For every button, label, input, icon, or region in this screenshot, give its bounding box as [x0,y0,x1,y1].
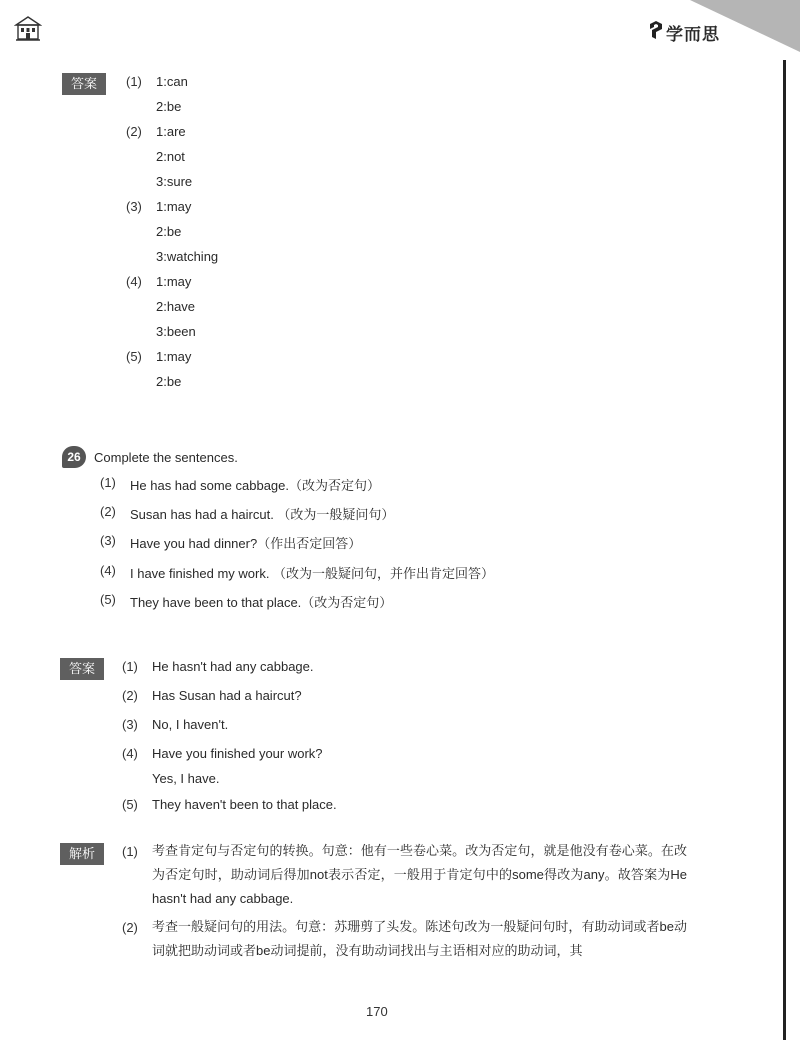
page-edge-shadow [783,60,786,1040]
answer1-item: 2:not [156,149,185,164]
answer1-item: 1:may [156,274,192,289]
page-number: 170 [366,1004,388,1019]
answer1-item: 2:be [156,224,182,239]
answer1-num-3: (3) [126,199,142,214]
answer1-item: 3:watching [156,249,219,264]
answer-tag: 答案 [60,658,104,680]
analysis-paragraph: 考查肯定句与否定句的转换。句意：他有一些卷心菜。改为否定句，就是他没有卷心菜。在改为否定句时，助动词后得加not表示否定，一般用于肯定句中的some得改为any。故答案为He hasn't had any cabbage. [152,843,687,906]
school-building-icon [14,16,42,42]
question-num: (5) [100,592,116,607]
answer2-num: (3) [122,717,138,732]
answer2-num: (5) [122,797,138,812]
question-num: (1) [100,475,116,490]
answer2-text-second-line: Yes, I have. [152,771,220,786]
answer2-num: (2) [122,688,138,703]
answer2-text: Have you finished your work? [152,746,323,761]
answer2-num: (1) [122,659,138,674]
question-text: They have been to that place.（改为否定句） [130,595,393,610]
answer2-text: They haven't been to that place. [152,797,337,812]
answer2-text: Has Susan had a haircut? [152,688,302,703]
brand-logo-mark [648,20,664,40]
question-text: Susan has had a haircut. （改为一般疑问句） [130,507,395,522]
answer1-num-5: (5) [126,349,142,364]
question-text: I have finished my work. （改为一般疑问句，并作出肯定回答） [130,566,495,581]
answer1-num-2: (2) [126,124,142,139]
answer-tag: 答案 [62,73,106,95]
question-title: Complete the sentences. [94,450,238,465]
answer1-item: 1:may [156,199,192,214]
answer1-num-1: (1) [126,74,142,89]
answer1-item: 3:been [156,324,196,339]
analysis-num: (1) [122,844,138,859]
answer1-item: 1:are [156,124,186,139]
answer2-num: (4) [122,746,138,761]
answer1-item: 2:be [156,99,182,114]
answer1-item: 3:sure [156,174,193,189]
question-number-badge: 26 [62,446,86,468]
answer1-item: 2:have [156,299,196,314]
question-text: He has had some cabbage.（改为否定句） [130,478,380,493]
analysis-paragraph: 考查一般疑问句的用法。句意：苏珊剪了头发。陈述句改为一般疑问句时，有助动词或者be动词就把助动词或者be动词提前，没有助动词找出与主语相对应的助动词，其 [152,919,687,958]
analysis-num: (2) [122,920,138,935]
answer2-text: He hasn't had any cabbage. [152,659,314,674]
question-num: (4) [100,563,116,578]
question-num: (2) [100,504,116,519]
question-text: Have you had dinner?（作出否定回答） [130,536,362,551]
answer1-num-4: (4) [126,274,142,289]
question-num: (3) [100,533,116,548]
brand-name: 学而思 [666,25,720,44]
answer1-item: 1:may [156,349,192,364]
answer1-item: 2:be [156,374,182,389]
answer1-item: 1:can [156,74,188,89]
answer2-text: No, I haven't. [152,717,229,732]
analysis-tag: 解析 [60,843,104,865]
